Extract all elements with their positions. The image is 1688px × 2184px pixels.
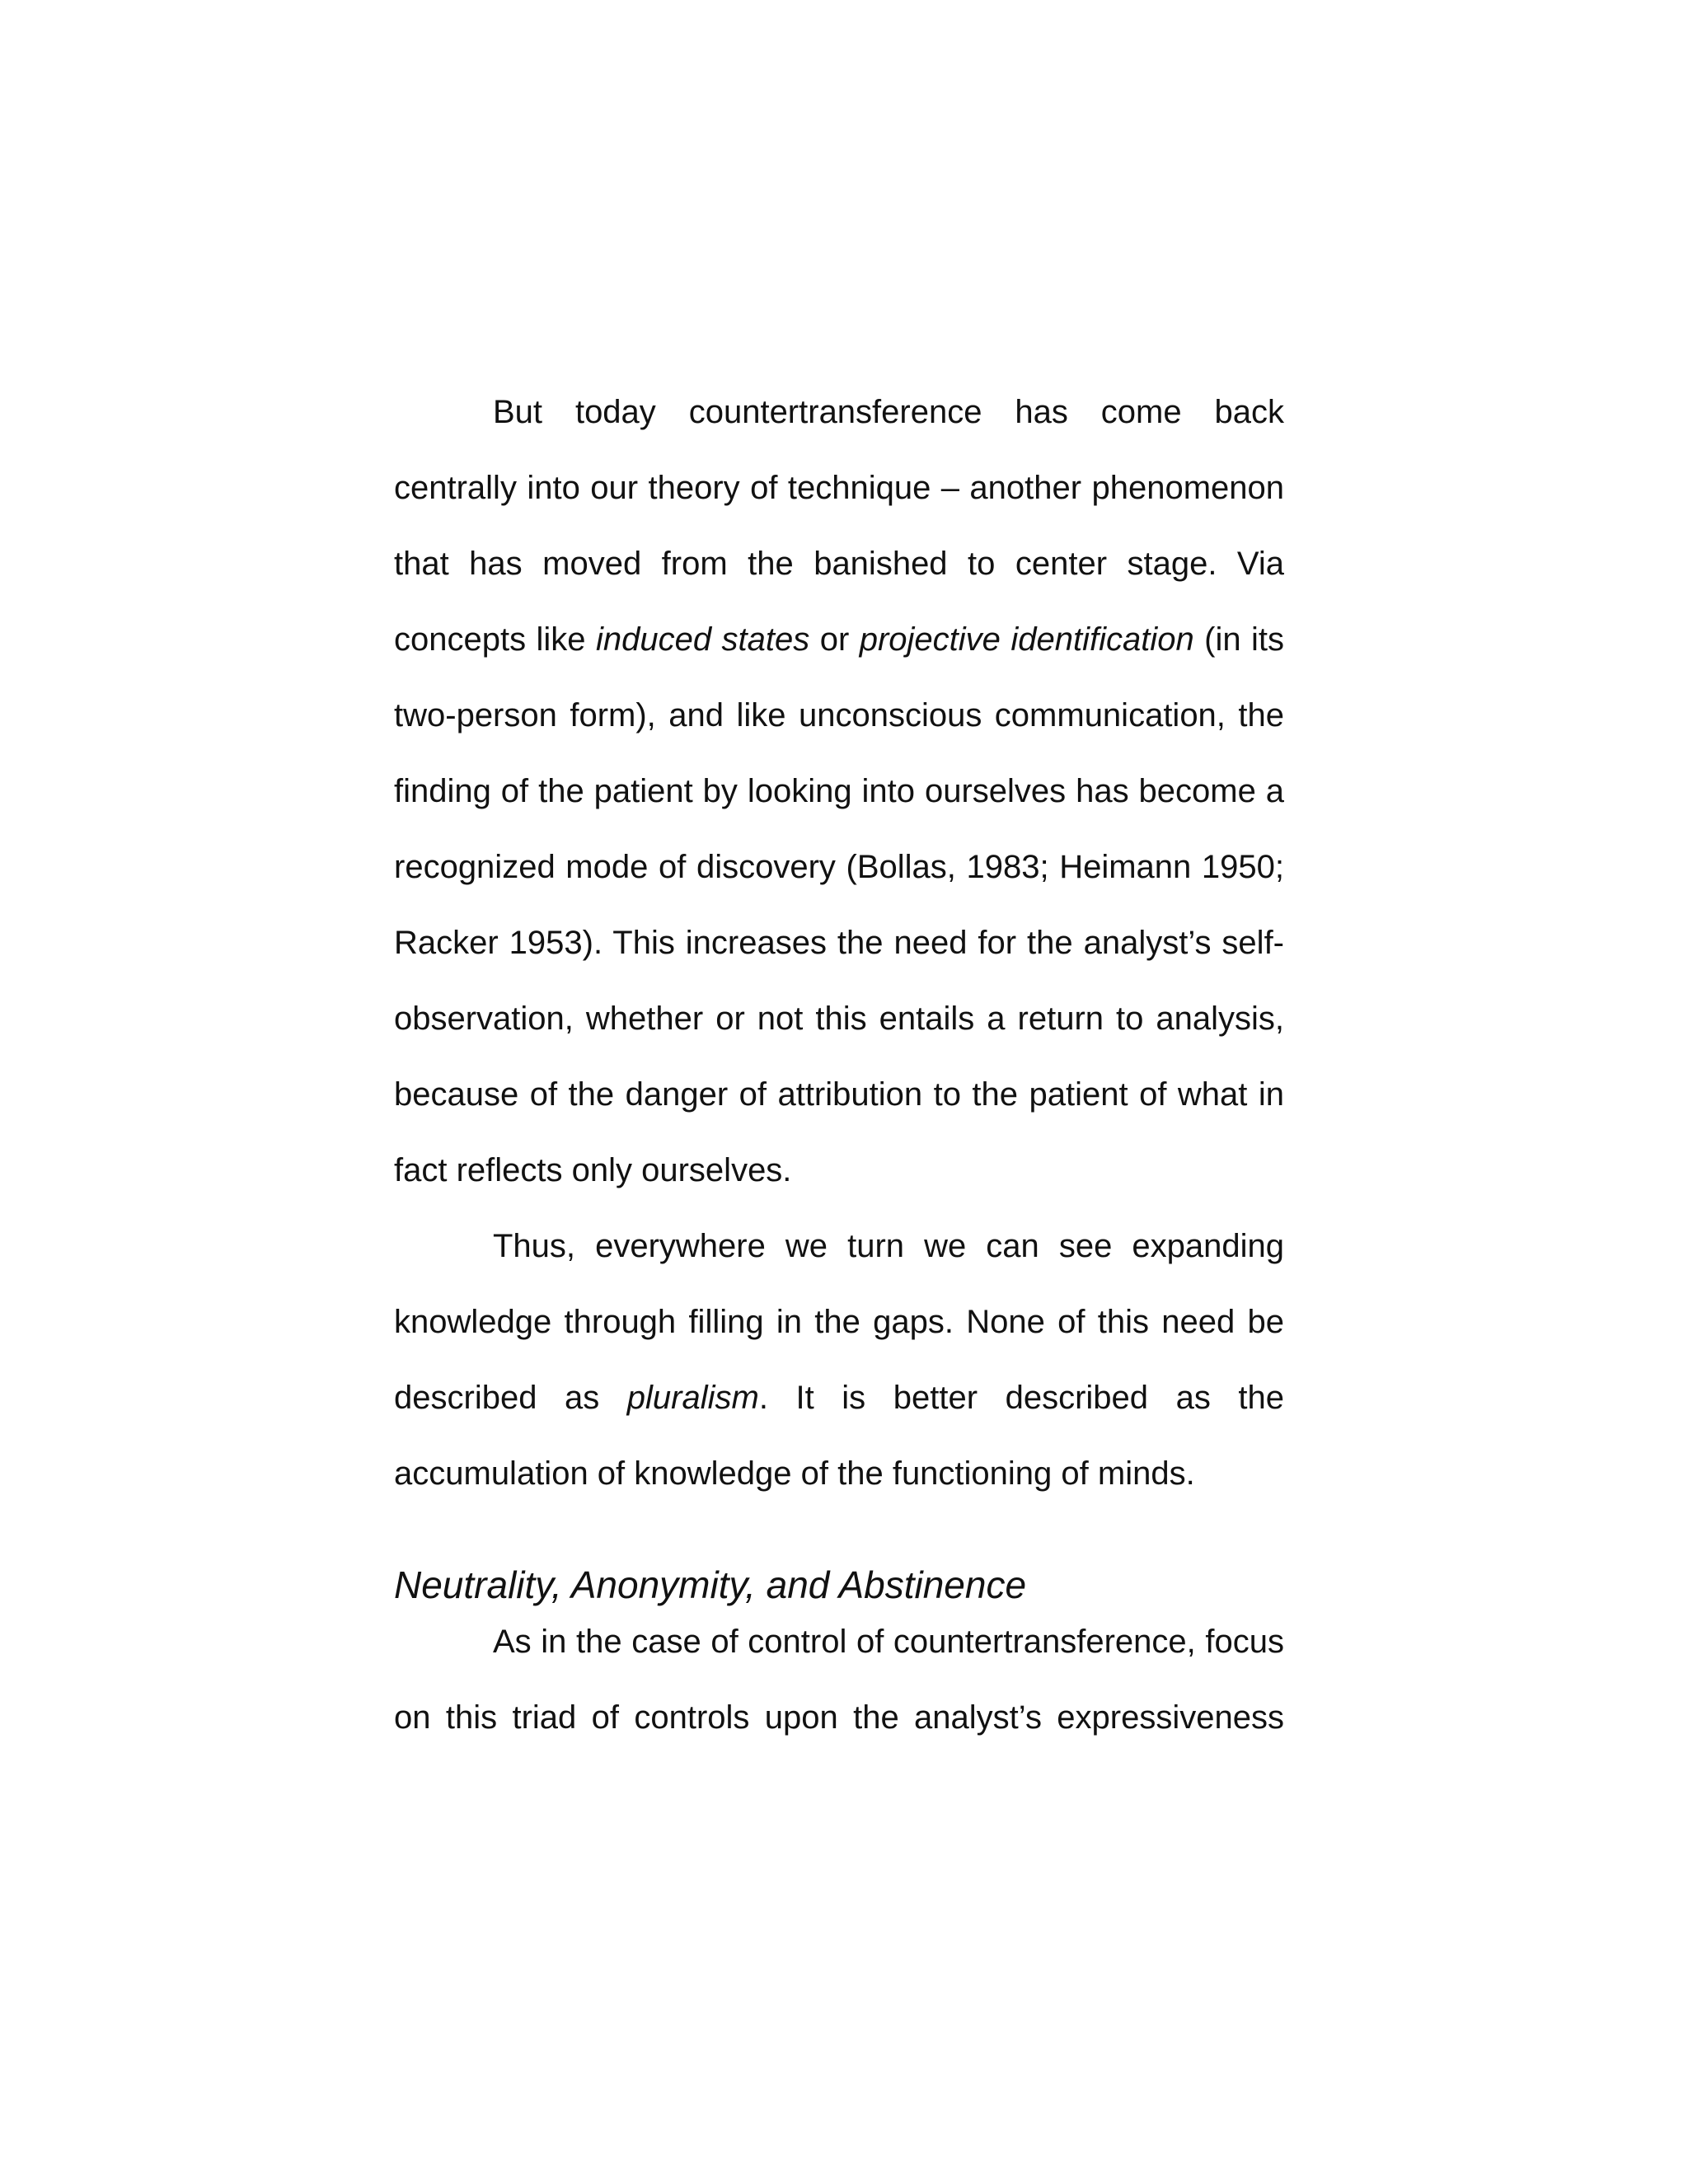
paragraph-1-line-2: centrally into our theory of technique – another phenomenon [394, 470, 1284, 506]
paragraph-1-line-5: two-person form), and like unconscious communication, the [394, 697, 1284, 733]
paragraph-1-line-8: Racker 1953). This increases the need for the analyst’s self- [394, 925, 1284, 961]
line-3-text-a: described as [394, 1380, 627, 1416]
term-induced-states: induced states [595, 621, 810, 658]
term-pluralism: pluralism [626, 1380, 759, 1416]
paragraph-1-line-10: because of the danger of attribution to the patient of what in [394, 1076, 1284, 1113]
paragraph-1-line-9: observation, whether or not this entails a return to analysis, [394, 1001, 1284, 1037]
paragraph-2-line-4: accumulation of knowledge of the functioning of minds. [394, 1455, 1195, 1492]
paragraph-2-line-2: knowledge through filling in the gaps. None of this need be [394, 1304, 1284, 1340]
paragraph-1-line-1: But today countertransference has come back [493, 394, 1284, 430]
paragraph-1-line-7: recognized mode of discovery (Bollas, 1983; Heimann 1950; [394, 849, 1284, 885]
line-4-text-a: concepts like [394, 621, 596, 658]
line-3-text-c: . It is better described as the [758, 1380, 1284, 1416]
paragraph-3-line-2: on this triad of controls upon the analyst’s expressiveness [394, 1699, 1284, 1736]
term-projective-identification: projective identification [859, 621, 1194, 658]
line-4-text-c: or [809, 621, 860, 658]
paragraph-3-line-1: As in the case of control of countertransference, focus [493, 1624, 1284, 1660]
paragraph-1-line-4 [394, 619, 1284, 660]
paragraph-1-line-3: that has moved from the banished to center stage. Via [394, 546, 1284, 582]
paragraph-2-line-1: Thus, everywhere we turn we can see expanding [493, 1228, 1284, 1264]
section-heading: Neutrality, Anonymity, and Abstinence [394, 1563, 1027, 1606]
paragraph-2-line-3 [394, 1377, 1284, 1418]
line-4-text-e: (in its [1193, 621, 1285, 658]
paragraph-1-line-6: finding of the patient by looking into ourselves has become a [394, 773, 1284, 809]
paragraph-1-line-11: fact reflects only ourselves. [394, 1152, 792, 1188]
